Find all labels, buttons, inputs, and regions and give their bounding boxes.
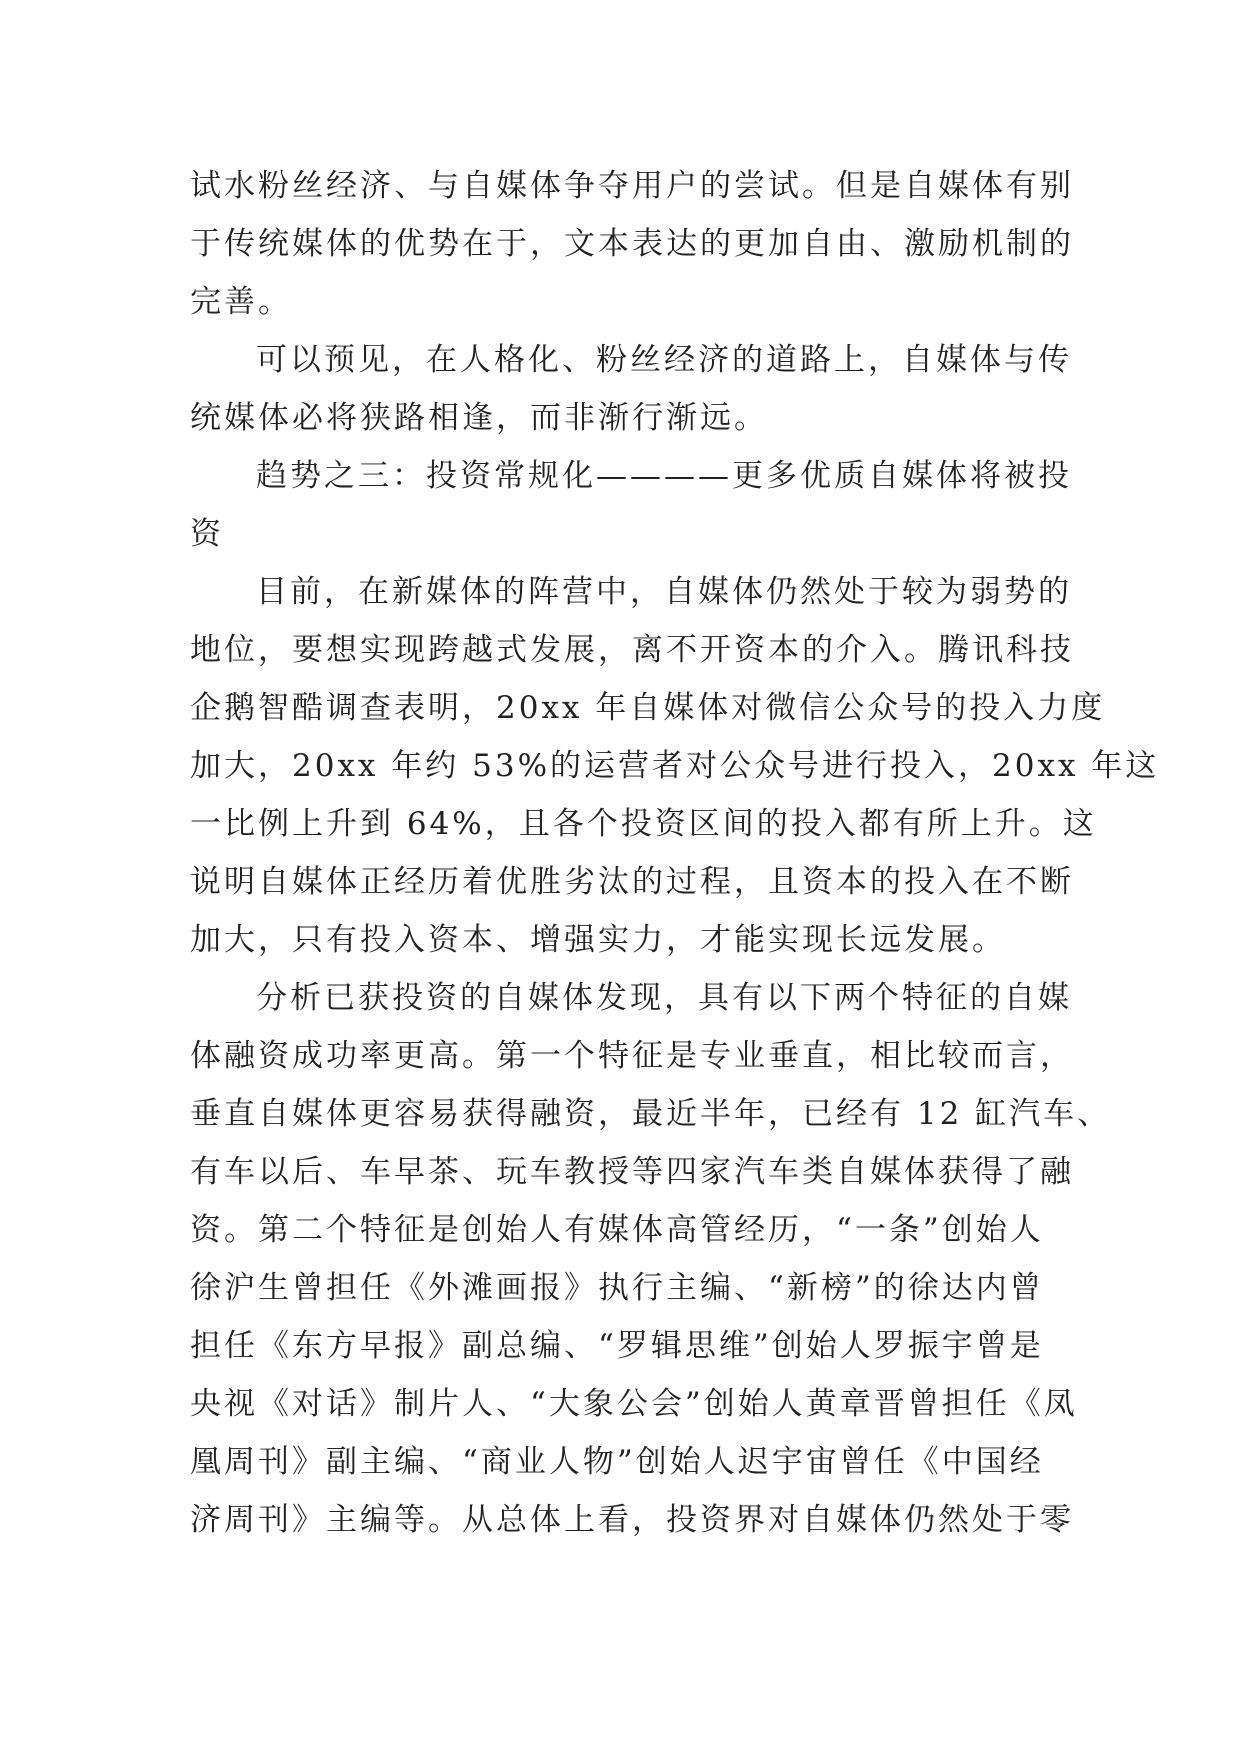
text-line: 一比例上升到 64%，且各个投资区间的投入都有所上升。这 <box>190 806 1097 842</box>
document-body <box>190 157 1160 1549</box>
section-heading-continuation: 资 <box>190 516 224 552</box>
text-line: 试水粉丝经济、与自媒体争夺用户的尝试。但是自媒体有别 <box>190 168 1074 204</box>
text-line: 地位，要想实现跨越式发展，离不开资本的介入。腾讯科技 <box>190 632 1074 668</box>
text-line: 凰周刊》副主编、“商业人物”创始人迟宇宙曾任《中国经 <box>190 1444 1044 1480</box>
text-line: 完善。 <box>190 284 292 320</box>
text-line: 垂直自媒体更容易获得融资，最近半年，已经有 12 缸汽车、 <box>190 1096 1112 1132</box>
text-line: 于传统媒体的优势在于，文本表达的更加自由、激励机制的 <box>190 226 1074 262</box>
text-line: 徐沪生曾担任《外滩画报》执行主编、“新榜”的徐达内曾 <box>190 1270 1044 1306</box>
text-line: 担任《东方早报》副总编、“罗辑思维”创始人罗振宇曾是 <box>190 1328 1044 1364</box>
text-line: 分析已获投资的自媒体发现，具有以下两个特征的自媒 <box>256 980 1072 1016</box>
text-line: 加大，20xx 年约 53%的运营者对公众号进行投入，20xx 年这 <box>190 748 1160 784</box>
text-line: 统媒体必将狭路相逢，而非渐行渐远。 <box>190 400 768 436</box>
text-line: 目前，在新媒体的阵营中，自媒体仍然处于较为弱势的 <box>256 574 1072 610</box>
text-line: 有车以后、车早茶、玩车教授等四家汽车类自媒体获得了融 <box>190 1154 1074 1190</box>
text-line: 可以预见，在人格化、粉丝经济的道路上，自媒体与传 <box>256 342 1072 378</box>
section-heading: 趋势之三：投资常规化————更多优质自媒体将被投 <box>256 458 1072 494</box>
text-line: 济周刊》主编等。从总体上看，投资界对自媒体仍然处于零 <box>190 1502 1074 1538</box>
text-line: 央视《对话》制片人、“大象公会”创始人黄章晋曾担任《凤 <box>190 1386 1078 1422</box>
text-line: 加大，只有投入资本、增强实力，才能实现长远发展。 <box>190 922 1006 958</box>
text-line: 企鹅智酷调查表明，20xx 年自媒体对微信公众号的投入力度 <box>190 690 1106 726</box>
text-line: 资。第二个特征是创始人有媒体高管经历，“一条”创始人 <box>190 1212 1044 1248</box>
text-line: 说明自媒体正经历着优胜劣汰的过程，且资本的投入在不断 <box>190 864 1074 900</box>
text-line: 体融资成功率更高。第一个特征是专业垂直，相比较而言， <box>190 1038 1074 1074</box>
